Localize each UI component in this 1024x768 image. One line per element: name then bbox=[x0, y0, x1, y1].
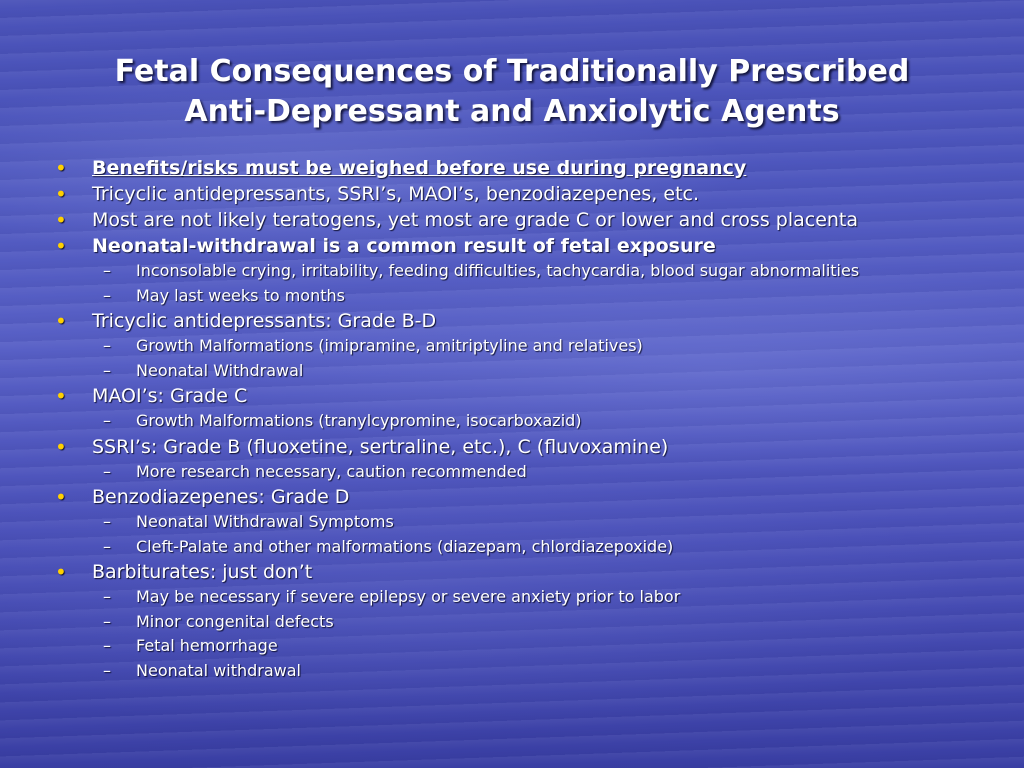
bullet-text: Growth Malformations (tranylcypromine, isocarboxazid) bbox=[136, 411, 582, 430]
bullet-text: MAOI’s: Grade C bbox=[92, 385, 248, 407]
sub-bullet-item bbox=[50, 585, 980, 610]
bullet-text: Neonatal withdrawal bbox=[136, 660, 301, 680]
dash-marker-icon: – bbox=[103, 536, 111, 556]
sub-bullet-item bbox=[50, 460, 980, 485]
bullet-text: Most are not likely teratogens, yet most are grade C or lower and cross placenta bbox=[92, 209, 859, 231]
bullet-dot-icon: • bbox=[55, 309, 67, 333]
sub-bullet-item bbox=[50, 535, 980, 560]
sub-bullet-item bbox=[50, 259, 980, 284]
sub-bullet-item bbox=[50, 284, 980, 309]
bullet-text: May be necessary if severe epilepsy or severe anxiety prior to labor bbox=[136, 587, 681, 606]
bullet-text: Benzodiazepenes: Grade D bbox=[92, 486, 350, 508]
bullet-text: Neonatal Withdrawal Symptoms bbox=[136, 512, 394, 531]
bullet-item bbox=[50, 383, 980, 409]
dash-marker-icon: – bbox=[103, 411, 111, 430]
bullet-dot-icon: • bbox=[55, 182, 67, 206]
dash-marker-icon: – bbox=[103, 587, 111, 606]
bullet-text: Barbiturates: just don’t bbox=[92, 561, 313, 583]
bullet-dot-icon: • bbox=[55, 156, 67, 180]
sub-bullet-item bbox=[50, 359, 980, 384]
dash-marker-icon: – bbox=[103, 285, 111, 305]
bullet-text: Tricyclic antidepressants, SSRI’s, MAOI’s, benzodiazepenes, etc. bbox=[92, 183, 699, 205]
bullet-text: Minor congenital defects bbox=[136, 611, 334, 631]
bullet-item bbox=[50, 484, 980, 510]
slide-title-line-1: Fetal Consequences of Traditionally Prescribed bbox=[114, 54, 910, 89]
dash-marker-icon: – bbox=[103, 611, 111, 631]
sub-bullet-item bbox=[50, 659, 980, 684]
bullet-text: Neonatal Withdrawal bbox=[136, 360, 304, 380]
bullet-text: Cleft-Palate and other malformations (diazepam, chlordiazepoxide) bbox=[136, 536, 674, 556]
bullet-dot-icon: • bbox=[55, 434, 67, 459]
bullet-dot-icon: • bbox=[55, 384, 67, 408]
sub-bullet-item bbox=[50, 334, 980, 359]
slide-title-line-2: Anti-Depressant and Anxiolytic Agents bbox=[184, 94, 840, 129]
sub-bullet-item bbox=[50, 510, 980, 535]
bullet-item bbox=[50, 233, 980, 259]
bullet-dot-icon: • bbox=[55, 234, 67, 258]
bullet-text: Inconsolable crying, irritability, feeding difficulties, tachycardia, blood sugar abnormalities bbox=[136, 261, 860, 280]
bullet-list bbox=[50, 155, 980, 683]
bullet-item bbox=[50, 434, 980, 460]
bullet-text: Growth Malformations (imipramine, amitriptyline and relatives) bbox=[136, 336, 643, 355]
dash-marker-icon: – bbox=[103, 360, 111, 380]
bullet-text: Fetal hemorrhage bbox=[136, 636, 278, 655]
sub-bullet-item bbox=[50, 634, 980, 659]
bullet-text: More research necessary, caution recommended bbox=[136, 461, 527, 481]
dash-marker-icon: – bbox=[103, 660, 111, 680]
bullet-dot-icon: • bbox=[55, 208, 67, 232]
dash-marker-icon: – bbox=[103, 512, 111, 531]
dash-marker-icon: – bbox=[103, 461, 111, 481]
dash-marker-icon: – bbox=[103, 261, 111, 280]
bullet-text: Benefits/risks must be weighed before use during pregnancy bbox=[92, 157, 747, 179]
slide-title bbox=[40, 52, 984, 132]
bullet-item bbox=[50, 559, 980, 585]
bullet-item bbox=[50, 308, 980, 334]
sub-bullet-item bbox=[50, 409, 980, 434]
bullet-text: SSRI’s: Grade B (fluoxetine, sertraline, etc.), C (fluvoxamine) bbox=[92, 435, 669, 458]
bullet-item bbox=[50, 207, 980, 233]
bullet-item bbox=[50, 181, 980, 207]
bullet-dot-icon: • bbox=[55, 560, 67, 584]
dash-marker-icon: – bbox=[103, 336, 111, 355]
bullet-text: Neonatal-withdrawal is a common result of fetal exposure bbox=[92, 235, 716, 257]
bullet-dot-icon: • bbox=[55, 485, 67, 509]
bullet-item bbox=[50, 155, 980, 181]
sub-bullet-item bbox=[50, 610, 980, 635]
dash-marker-icon: – bbox=[103, 636, 111, 655]
bullet-text: Tricyclic antidepressants: Grade B-D bbox=[92, 310, 437, 332]
bullet-text: May last weeks to months bbox=[136, 285, 345, 305]
